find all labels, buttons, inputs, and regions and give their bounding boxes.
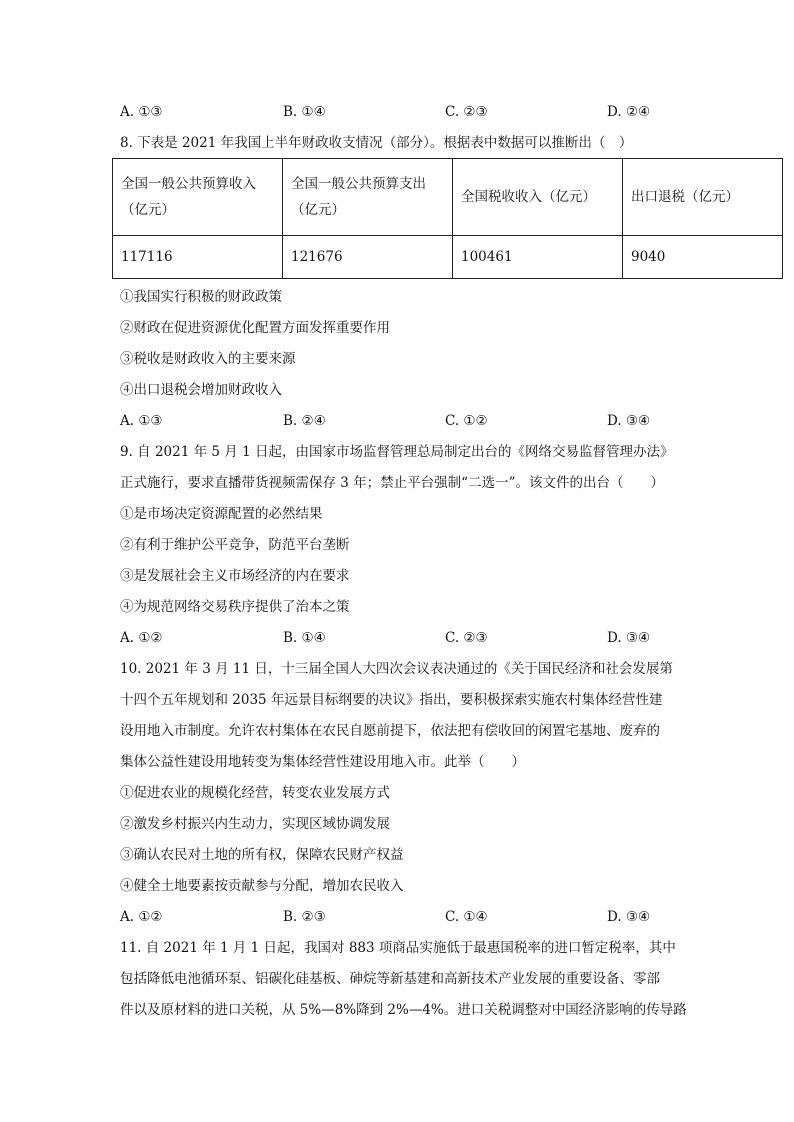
table-value-cell: 9040 <box>623 236 783 279</box>
q9-option-d: D. ③④ <box>607 630 651 646</box>
q9-statement-1: ①是市场决定资源配置的必然结果 <box>120 506 323 522</box>
q8-options <box>120 411 680 431</box>
q10-options <box>120 907 680 927</box>
q8-option-c: C. ①② <box>445 413 488 429</box>
q9-statement-3: ③是发展社会主义市场经济的内在要求 <box>120 568 350 584</box>
q7-option-c: C. ②③ <box>445 104 488 120</box>
table-value-cell: 117116 <box>113 236 283 279</box>
table-value-cell: 100461 <box>453 236 623 279</box>
fiscal-table-header-row <box>113 159 783 236</box>
q7-option-b: B. ①④ <box>283 104 326 120</box>
q9-option-a: A. ①② <box>120 630 163 646</box>
q10-option-a: A. ①② <box>120 909 163 925</box>
q10-statement-4: ④健全土地要素按贡献参与分配，增加农民收入 <box>120 878 404 894</box>
q9-options <box>120 628 680 648</box>
q10-stem-line-3: 设用地入市制度。允许农村集体在农民自愿前提下，依法把有偿收回的闲置宅基地、废弃的 <box>120 723 660 739</box>
q10-statement-2: ②激发乡村振兴内生动力，实现区域协调发展 <box>120 816 390 832</box>
q8-statement-3: ③税收是财政收入的主要来源 <box>120 351 296 367</box>
q8-statement-2: ②财政在促进资源优化配置方面发挥重要作用 <box>120 320 390 336</box>
q9-statement-2: ②有利于维护公平竞争，防范平台垄断 <box>120 537 350 553</box>
q9-stem-line-1: 9. 自 2021 年 5 月 1 日起，由国家市场监督管理总局制定出台的《网络交易监督管理办法》 <box>120 444 674 460</box>
q8-option-a: A. ①③ <box>120 413 163 429</box>
q8-statement-4: ④出口退税会增加财政收入 <box>120 382 282 398</box>
q9-option-b: B. ①④ <box>283 630 326 646</box>
table-header-cell: 全国一般公共预算收入（亿元） <box>113 159 283 236</box>
q9-option-c: C. ②③ <box>445 630 488 646</box>
q8-option-b: B. ②④ <box>283 413 326 429</box>
q9-statement-4: ④为规范网络交易秩序提供了治本之策 <box>120 599 350 615</box>
fiscal-table-value-row <box>113 236 783 279</box>
table-value-cell: 121676 <box>283 236 453 279</box>
q9-stem-line-2: 正式施行，要求直播带货视频需保存 3 年；禁止平台强制“二选一”。该文件的出台（ ） <box>120 475 664 491</box>
q11-stem-line-1: 11. 自 2021 年 1 月 1 日起，我国对 883 项商品实施低于最惠国税率的进口暂定税率，其中 <box>120 940 676 956</box>
q11-stem-line-3: 件以及原材料的进口关税，从 5%—8%降到 2%—4%。进口关税调整对中国经济影响的传导路 <box>120 1002 687 1018</box>
q7-option-d: D. ②④ <box>607 104 651 120</box>
fiscal-table <box>112 158 783 279</box>
table-header-cell: 全国一般公共预算支出（亿元） <box>283 159 453 236</box>
q11-stem-line-2: 包括降低电池循环泵、铝碳化硅基板、砷烷等新基建和高新技术产业发展的重要设备、零部 <box>120 971 660 987</box>
q10-stem-line-2: 十四个五年规划和 2035 年远景目标纲要的决议》指出，要积极探索实施农村集体经营性建 <box>120 692 663 708</box>
table-header-cell: 出口退税（亿元） <box>623 159 783 236</box>
q10-stem-line-1: 10. 2021 年 3 月 11 日，十三届全国人大四次会议表决通过的《关于国民经济和社会发展第 <box>120 661 673 677</box>
q7-option-a: A. ①③ <box>120 104 163 120</box>
q8-option-d: D. ③④ <box>607 413 651 429</box>
q10-statement-3: ③确认农民对土地的所有权，保障农民财产权益 <box>120 847 404 863</box>
q8-statement-1: ①我国实行积极的财政政策 <box>120 289 282 305</box>
q10-statement-1: ①促进农业的规模化经营，转变农业发展方式 <box>120 785 390 801</box>
q10-stem-line-4: 集体公益性建设用地转变为集体经营性建设用地入市。此举（ ） <box>120 754 525 770</box>
q10-option-d: D. ③④ <box>607 909 651 925</box>
q10-option-c: C. ①④ <box>445 909 488 925</box>
table-header-cell: 全国税收收入（亿元） <box>453 159 623 236</box>
q7-options <box>120 102 680 122</box>
q8-stem: 8. 下表是 2021 年我国上半年财政收支情况（部分）。根据表中数据可以推断出（ ） <box>120 135 633 151</box>
q10-option-b: B. ②③ <box>283 909 326 925</box>
